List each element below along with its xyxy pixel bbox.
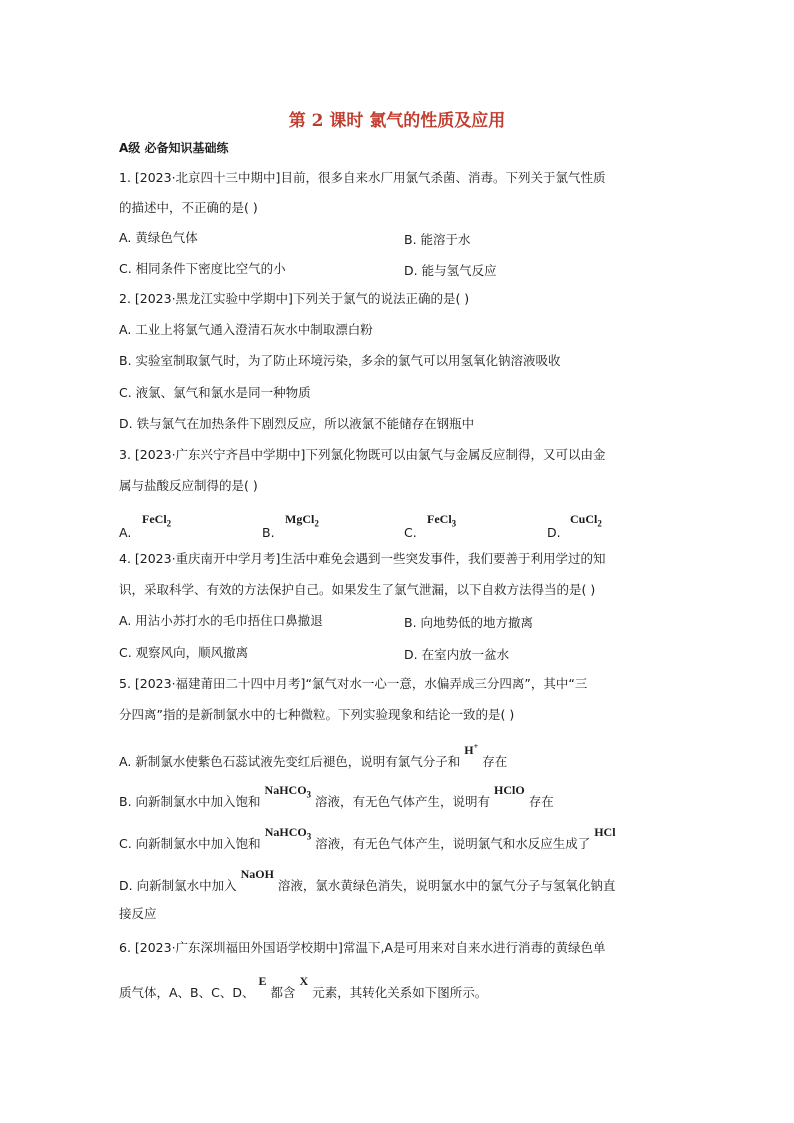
q6-x-symbol: X: [299, 974, 309, 988]
q5-c-formula: NaHCO$_3$: [264, 825, 312, 842]
q4-option-d: D. 在室内放一盆水: [404, 647, 510, 662]
q5-a-formula: H+: [464, 742, 479, 757]
q5-b-formula: NaHCO$_3$: [264, 783, 312, 800]
q3-option-d-label: D.: [547, 525, 561, 540]
q4-option-c: C. 观察风向，顺风撤离: [119, 645, 249, 660]
q5-c-formula2: HCl: [594, 825, 616, 839]
q1-option-b: B. 能溶于水: [404, 232, 471, 247]
page-title: 第 2 课时 氯气的性质及应用: [288, 111, 506, 131]
q4-stem-line2: 识，采取科学、有效的方法保护自己。如果发生了氯气泄漏，以下自救方法得当的是( ): [119, 582, 596, 597]
q2-option-a: A. 工业上将氯气通入澄清石灰水中制取漂白粉: [119, 322, 373, 337]
q5-option-c: C. 向新制氯水中加入饱和NaHCO$_3$ 溶液，有无色气体产生，说明氯气和水反应生成了HCl: [119, 825, 616, 851]
q5-option-d-line2: 接反应: [119, 906, 157, 921]
q3-option-c-formula: FeCl$_3$: [427, 512, 457, 529]
q5-stem-line2: 分四离”指的是新制氯水中的七种微粒。下列实验现象和结论一致的是( ): [119, 707, 515, 722]
q4-stem-line1: 4. [2023·重庆南开中学月考]生活中难免会遇到一些突发事件，我们要善于利用学过的知: [119, 551, 606, 566]
q5-option-d-line1: D. 向新制氯水中加入NaOH溶液，氯水黄绿色消失，说明氯水中的氯气分子与氢氧化钠直: [119, 867, 616, 893]
q6-stem-line1: 6. [2023·广东深圳福田外国语学校期中]常温下,A是可用来对自来水进行消毒的黄绿色单: [119, 940, 606, 955]
q3-option-b-formula: MgCl$_2$: [285, 512, 319, 529]
q6-stem-line2: 质气体，A、B、C、D、E都含X元素，其转化关系如下图所示。: [119, 974, 488, 1000]
q3-option-a-label: A.: [119, 525, 132, 540]
q2-option-d: D. 铁与氯气在加热条件下剧烈反应，所以液氯不能储存在钢瓶中: [119, 416, 475, 431]
q5-b-formula2: HClO: [494, 783, 525, 797]
q4-option-b: B. 向地势低的地方撤离: [404, 615, 534, 630]
q5-d-formula: NaOH: [240, 867, 274, 881]
q6-e-symbol: E: [258, 974, 267, 988]
q5-option-b: B. 向新制氯水中加入饱和NaHCO$_3$ 溶液，有无色气体产生，说明有HClO存在: [119, 783, 554, 809]
q3-option-b-label: B.: [262, 525, 275, 540]
q3-option-d-formula: CuCl$_2$: [570, 512, 602, 529]
q3-option-a-formula: FeCl$_2$: [142, 512, 172, 529]
q5-stem-line1: 5. [2023·福建莆田二十四中月考]“氯气对水一心一意，水偏弄成三分四离”，其中“三: [119, 676, 588, 691]
q1-option-a: A. 黄绿色气体: [119, 230, 198, 245]
q2-option-c: C. 液氯、氯气和氯水是同一种物质: [119, 385, 311, 400]
q1-option-d: D. 能与氢气反应: [404, 263, 497, 278]
q2-stem: 2. [2023·黑龙江实验中学期中]下列关于氯气的说法正确的是( ): [119, 291, 470, 306]
q1-stem-line1: 1. [2023·北京四十三中期中]目前，很多自来水厂用氯气杀菌、消毒。下列关于氯气性质: [119, 170, 606, 185]
q3-stem-line1: 3. [2023·广东兴宁齐昌中学期中]下列氯化物既可以由氯气与金属反应制得，又可以由金: [119, 447, 606, 462]
q5-option-a: A. 新制氯水使紫色石蕊试液先变红后褪色，说明有氯气分子和H+存在: [119, 742, 508, 769]
q1-stem-line2: 的描述中，不正确的是( ): [119, 200, 258, 215]
q3-option-c-label: C.: [404, 525, 417, 540]
q3-stem-line2: 属与盐酸反应制得的是( ): [119, 478, 258, 493]
q4-option-a: A. 用沾小苏打水的毛巾捂住口鼻撤退: [119, 613, 323, 628]
q1-option-c: C. 相同条件下密度比空气的小: [119, 261, 286, 276]
q2-option-b: B. 实验室制取氯气时，为了防止环境污染，多余的氯气可以用氢氧化钠溶液吸收: [119, 353, 561, 368]
section-heading: A级 必备知识基础练: [119, 141, 229, 155]
